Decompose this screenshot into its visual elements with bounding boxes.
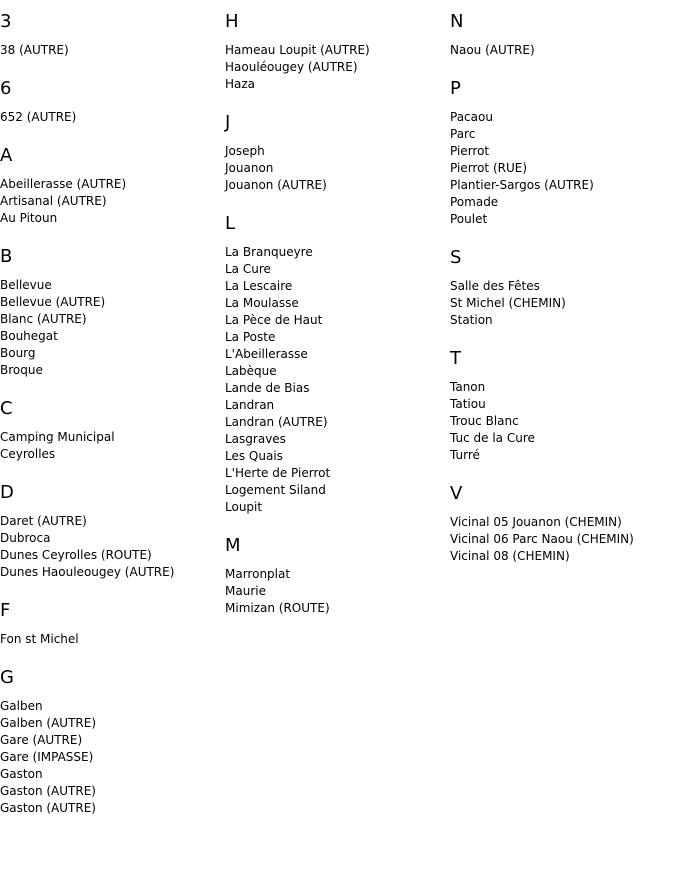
street-list bbox=[225, 42, 450, 93]
street-link[interactable]: Gare (AUTRE) bbox=[0, 733, 83, 747]
street-link[interactable]: Joseph bbox=[225, 144, 265, 158]
street-link[interactable]: Dunes Haoulеougey (AUTRE) bbox=[0, 565, 175, 579]
letter-section bbox=[0, 146, 225, 227]
letter-section bbox=[0, 79, 225, 126]
letter-heading: B bbox=[0, 246, 13, 267]
street-link[interactable]: La Lescaire bbox=[225, 279, 293, 293]
letter-heading: M bbox=[225, 535, 241, 556]
letter-section bbox=[450, 12, 675, 59]
letter-heading: N bbox=[450, 11, 464, 32]
letter-heading: G bbox=[0, 667, 14, 688]
street-list bbox=[0, 631, 225, 648]
street-link[interactable]: Landran (AUTRE) bbox=[225, 415, 328, 429]
street-link[interactable]: Tuc de la Cure bbox=[450, 431, 535, 445]
street-list bbox=[0, 42, 225, 59]
street-link[interactable]: Bellevue (AUTRE) bbox=[0, 295, 106, 309]
street-link[interactable]: Landran bbox=[225, 398, 275, 412]
street-link[interactable]: Jouanon (AUTRE) bbox=[225, 178, 327, 192]
street-link[interactable]: Artisanal (AUTRE) bbox=[0, 194, 107, 208]
letter-section bbox=[0, 399, 225, 463]
street-link[interactable]: Naou (AUTRE) bbox=[450, 43, 535, 57]
street-list bbox=[225, 566, 450, 617]
street-link[interactable]: Blanc (AUTRE) bbox=[0, 312, 87, 326]
street-link[interactable]: Labèque bbox=[225, 364, 277, 378]
street-link[interactable]: La Pèce de Haut bbox=[225, 313, 323, 327]
street-link[interactable]: Jouanon bbox=[225, 161, 274, 175]
street-link[interactable]: La Moulasse bbox=[225, 296, 299, 310]
street-link[interactable]: La Poste bbox=[225, 330, 276, 344]
letter-section bbox=[450, 248, 675, 329]
letter-section bbox=[0, 483, 225, 581]
street-link[interactable]: Maurie bbox=[225, 584, 266, 598]
street-link[interactable]: 38 (AUTRE) bbox=[0, 43, 69, 57]
letter-section bbox=[450, 349, 675, 464]
street-link[interactable]: Lasgraves bbox=[225, 432, 286, 446]
letter-heading: J bbox=[225, 112, 231, 133]
letter-section bbox=[225, 536, 450, 617]
street-link[interactable]: Vicinal 05 Jouanon (CHEMIN) bbox=[450, 515, 622, 529]
street-link[interactable]: Gaston bbox=[0, 767, 43, 781]
street-link[interactable]: Gare (IMPASSE) bbox=[0, 750, 94, 764]
street-link[interactable]: Gaston (AUTRE) bbox=[0, 784, 96, 798]
letter-heading: A bbox=[0, 145, 13, 166]
letter-section bbox=[225, 12, 450, 93]
street-link[interactable]: Haza bbox=[225, 77, 256, 91]
letter-section bbox=[0, 668, 225, 817]
street-link[interactable]: Vicinal 08 (CHEMIN) bbox=[450, 549, 570, 563]
street-link[interactable]: Ceyrolles bbox=[0, 447, 56, 461]
letter-heading: L bbox=[225, 213, 236, 234]
street-link[interactable]: Salle des Fêtes bbox=[450, 279, 540, 293]
street-link[interactable]: La Branqueyre bbox=[225, 245, 313, 259]
index-column-3 bbox=[450, 0, 675, 585]
street-link[interactable]: Gaston (AUTRE) bbox=[0, 801, 96, 815]
street-link[interactable]: Plantier-Sargos (AUTRE) bbox=[450, 178, 594, 192]
street-link[interactable]: Pierrot bbox=[450, 144, 490, 158]
street-list bbox=[450, 379, 675, 464]
street-list bbox=[0, 176, 225, 227]
street-link[interactable]: St Michel (CHEMIN) bbox=[450, 296, 566, 310]
letter-section bbox=[0, 247, 225, 379]
street-link[interactable]: Camping Municipal bbox=[0, 430, 115, 444]
street-link[interactable]: Vicinal 06 Parc Naou (CHEMIN) bbox=[450, 532, 634, 546]
street-link[interactable]: Haouléougey (AUTRE) bbox=[225, 60, 358, 74]
street-list bbox=[0, 513, 225, 581]
street-link[interactable]: Pomade bbox=[450, 195, 499, 209]
street-link[interactable]: Broque bbox=[0, 363, 43, 377]
street-list bbox=[0, 429, 225, 463]
street-list bbox=[450, 42, 675, 59]
letter-heading: C bbox=[0, 398, 13, 419]
street-list bbox=[225, 143, 450, 194]
street-list bbox=[0, 698, 225, 817]
letter-section bbox=[450, 484, 675, 565]
street-link[interactable]: Station bbox=[450, 313, 493, 327]
street-link[interactable]: Au Pitoun bbox=[0, 211, 58, 225]
street-link[interactable]: Marronplat bbox=[225, 567, 291, 581]
street-link[interactable]: Pacaou bbox=[450, 110, 493, 124]
street-link[interactable]: Daret (AUTRE) bbox=[0, 514, 87, 528]
street-link[interactable]: Poulet bbox=[450, 212, 488, 226]
letter-section bbox=[225, 214, 450, 516]
index-column-2 bbox=[225, 0, 450, 637]
street-link[interactable]: Galben bbox=[0, 699, 43, 713]
street-link[interactable]: Galben (AUTRE) bbox=[0, 716, 97, 730]
letter-heading: D bbox=[0, 482, 14, 503]
street-link[interactable]: Abeillerasse (AUTRE) bbox=[0, 177, 127, 191]
letter-heading: 6 bbox=[0, 78, 12, 99]
street-link[interactable]: 652 (AUTRE) bbox=[0, 110, 77, 124]
street-link[interactable]: Parc bbox=[450, 127, 476, 141]
street-link[interactable]: Turré bbox=[450, 448, 480, 462]
street-link[interactable]: L'Abeillerasse bbox=[225, 347, 308, 361]
index-column-1 bbox=[0, 0, 225, 837]
street-link[interactable]: Pierrot (RUE) bbox=[450, 161, 528, 175]
street-link[interactable]: Trouc Blanc bbox=[450, 414, 519, 428]
street-link[interactable]: La Cure bbox=[225, 262, 271, 276]
letter-heading: F bbox=[0, 600, 11, 621]
street-link[interactable]: Hameau Loupit (AUTRE) bbox=[225, 43, 370, 57]
street-link[interactable]: Tatiou bbox=[450, 397, 486, 411]
street-link[interactable]: Dubroca bbox=[0, 531, 51, 545]
street-link[interactable]: Bellevue bbox=[0, 278, 52, 292]
street-list bbox=[450, 278, 675, 329]
street-link[interactable]: Mimizan (ROUTE) bbox=[225, 601, 330, 615]
street-link[interactable]: Les Quais bbox=[225, 449, 283, 463]
street-list bbox=[450, 109, 675, 228]
street-link[interactable]: L'Herte de Pierrot bbox=[225, 466, 331, 480]
street-list bbox=[450, 514, 675, 565]
street-link[interactable]: Fon st Michel bbox=[0, 632, 79, 646]
letter-section bbox=[0, 12, 225, 59]
street-list bbox=[225, 244, 450, 516]
letter-heading: S bbox=[450, 247, 462, 268]
letter-heading: H bbox=[225, 11, 239, 32]
street-link[interactable]: Logement Siland bbox=[225, 483, 326, 497]
street-link[interactable]: Loupit bbox=[225, 500, 263, 514]
letter-heading: P bbox=[450, 78, 461, 99]
street-link[interactable]: Lande de Bias bbox=[225, 381, 310, 395]
letter-heading: T bbox=[450, 348, 461, 369]
street-link[interactable]: Bouhegat bbox=[0, 329, 58, 343]
letter-heading: V bbox=[450, 483, 463, 504]
street-list bbox=[0, 277, 225, 379]
letter-section bbox=[0, 601, 225, 648]
street-list bbox=[0, 109, 225, 126]
letter-heading: 3 bbox=[0, 11, 12, 32]
letter-section bbox=[450, 79, 675, 228]
street-link[interactable]: Dunes Ceyrolles (ROUTE) bbox=[0, 548, 152, 562]
street-link[interactable]: Tanon bbox=[450, 380, 486, 394]
letter-section bbox=[225, 113, 450, 194]
street-link[interactable]: Bourg bbox=[0, 346, 36, 360]
